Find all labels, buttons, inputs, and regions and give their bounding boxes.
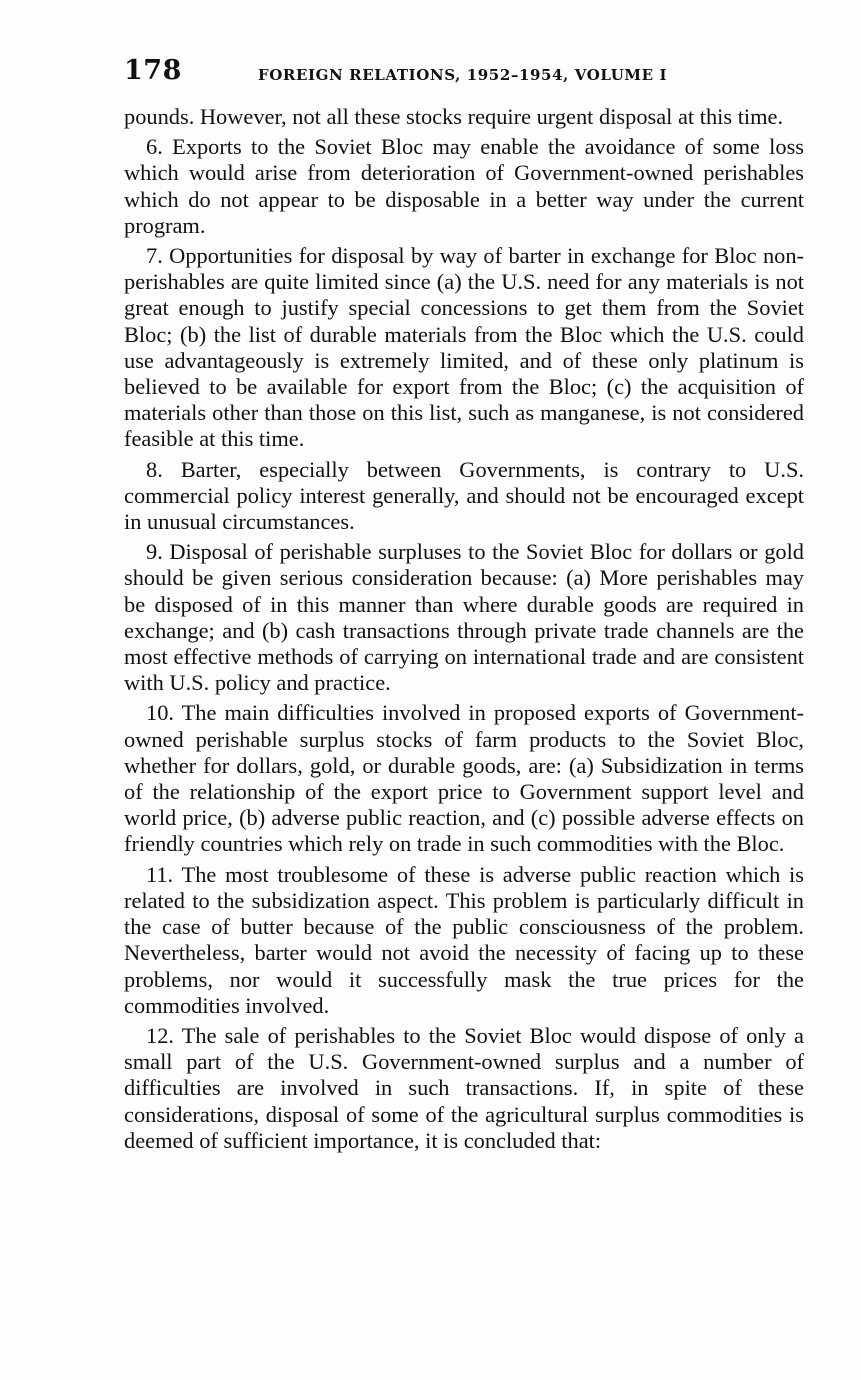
paragraph-12: 12. The sale of perishables to the Soviet Bloc would dispose of only a small part of the U.S. Government-owned surplus and a number of difficulties are involved in such transactions. If, in spite of these considerations, disposal of some of the agricultural surplus commodities is deemed of sufficient importance, it is concluded that: — [124, 1022, 804, 1153]
paragraph-10: 10. The main difficulties involved in proposed exports of Government-owned perishable surplus stocks of farm products to the Soviet Bloc, whether for dollars, gold, or durable goods, are: (a) Subsidization in terms of the relationship of the export price to Government support level and world price, (b) adverse public reaction, and (c) possible adverse effects on friendly countries which rely on trade in such commodities with the Bloc. — [124, 700, 804, 857]
paragraph-continuation: pounds. However, not all these stocks require urgent disposal at this time. — [124, 104, 784, 129]
paragraph-7: 7. Opportunities for disposal by way of barter in exchange for Bloc non-perishables are quite limited since (a) the U.S. need for any materials is not great enough to justify special concessions to get them from the Soviet Bloc; (b) the list of durable materials from the Bloc which the U.S. could use advantageously is extremely limited, and of these only platinum is believed to be available for export from the Bloc; (c) the acquisition of materials other than those on this list, such as manganese, is not considered feasible at this time. — [124, 243, 804, 452]
running-head: FOREIGN RELATIONS, 1952–1954, VOLUME I — [258, 66, 668, 84]
paragraph-11: 11. The most troublesome of these is adverse public reaction which is related to the subsidization aspect. This problem is particularly difficult in the case of butter because of the public consciousness of the problem. Nevertheless, barter would not avoid the necessity of facing up to these problems, nor would it successfully mask the true prices for the commodities involved. — [124, 861, 804, 1018]
page-header — [124, 55, 804, 95]
page-number: 178 — [124, 55, 182, 86]
paragraph-8: 8. Barter, especially between Governments, is contrary to U.S. commercial policy interest generally, and should not be encouraged except in unusual circumstances. — [124, 456, 804, 535]
paragraph-6: 6. Exports to the Soviet Bloc may enable the avoidance of some loss which would arise from deterioration of Government-owned perishables which do not appear to be disposable in a better way under the current program. — [124, 134, 804, 238]
paragraph-9: 9. Disposal of perishable surpluses to the Soviet Bloc for dollars or gold should be given serious consideration because: (a) More perishables may be disposed of in this manner than where durable goods are required in exchange; and (b) cash transactions through private trade channels are the most effective methods of carrying on international trade and are consistent with U.S. policy and practice. — [124, 539, 804, 696]
body-text — [124, 104, 804, 1154]
